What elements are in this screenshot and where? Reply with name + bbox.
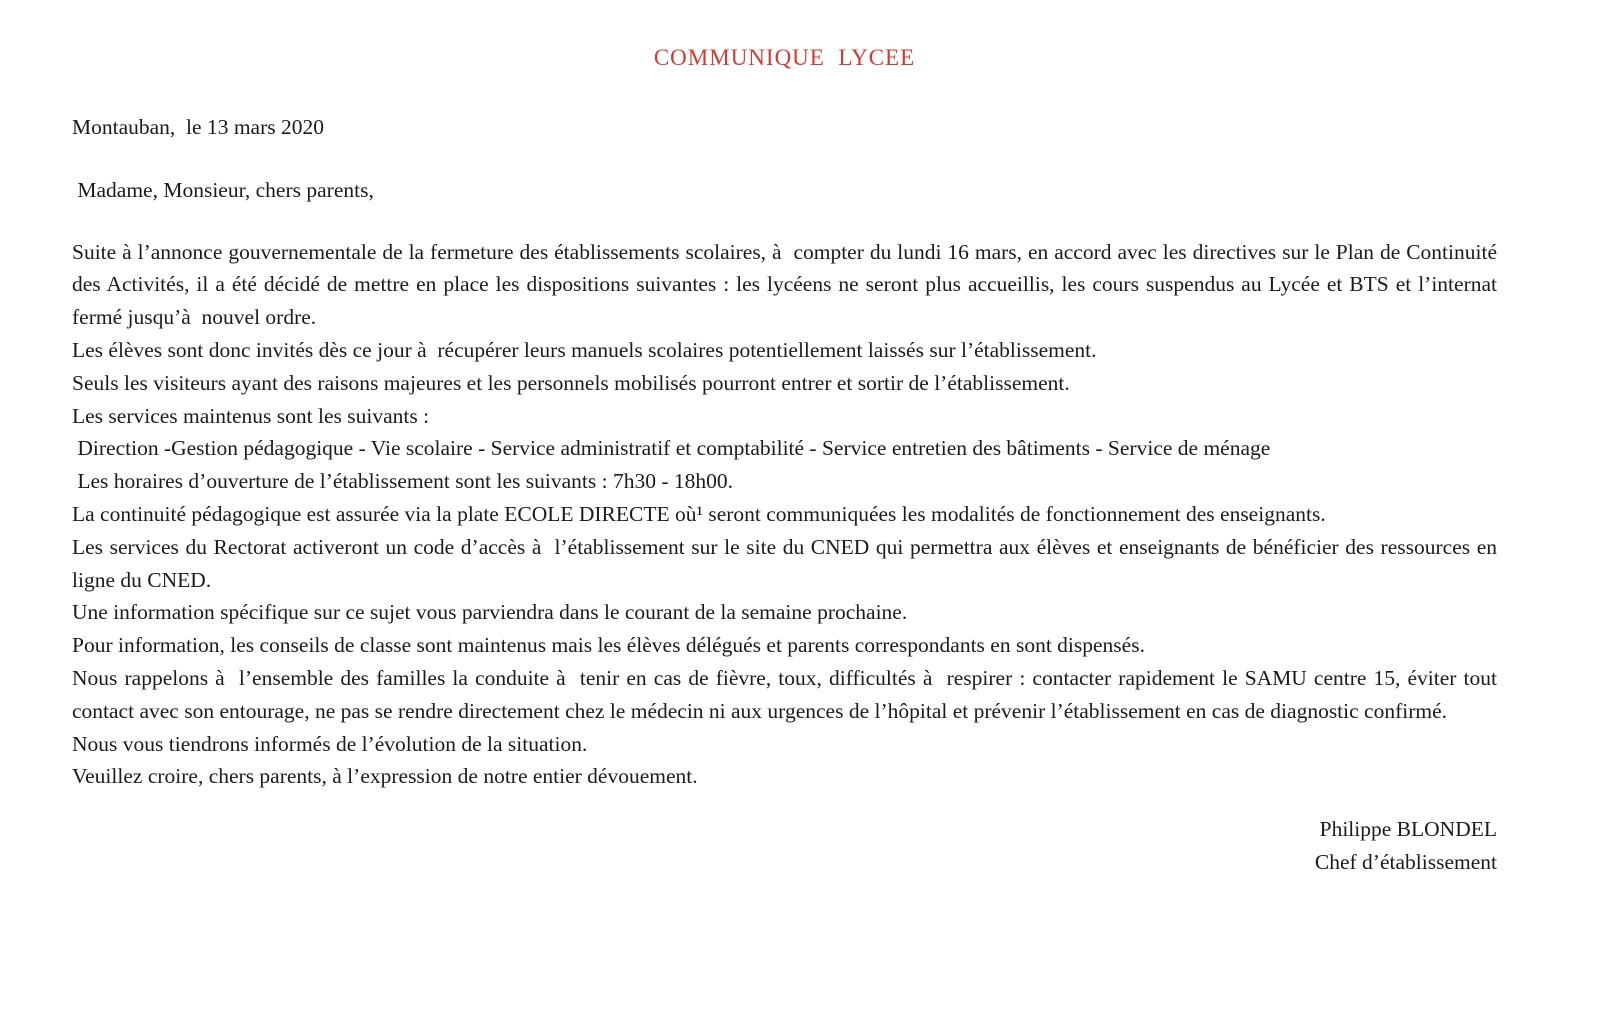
letter-body — [72, 236, 1503, 794]
paragraph-hours: Les horaires d’ouverture de l’établissement sont les suivants : 7h30 - 18h00. — [72, 469, 733, 494]
paragraph-announcement: Suite à l’annonce gouvernementale de la fermeture des établissements scolaires, à compter du lundi 16 mars, en accord avec les directives sur le Plan de Continuité des Activités, il a été décidé de mettre en place les dispositions suivantes : les lycéens ne seront plus accueillis, les cours suspendus au Lycée et BTS et l’internat fermé jusqu’à nouvel ordre. — [72, 239, 1503, 330]
paragraph-cned: Les services du Rectorat activeront un code d’accès à l’établissement sur le site du CNED qui permettra aux élèves et enseignants de bénéficier des ressources en ligne du CNED. — [72, 534, 1503, 592]
paragraph-services-list: Direction -Gestion pédagogique - Vie scolaire - Service administratif et comptabilité - Service entretien des bâtiments - Service de ménage — [72, 436, 1271, 461]
signature-name: Philippe BLONDEL — [1319, 817, 1497, 842]
paragraph-manuals: Les élèves sont donc invités dès ce jour à récupérer leurs manuels scolaires potentiellement laissés sur l’établissement. — [72, 337, 1097, 362]
paragraph-visitors: Seuls les visiteurs ayant des raisons majeures et les personnels mobilisés pourront entrer et sortir de l’établissement. — [72, 370, 1070, 395]
signature-role: Chef d’établissement — [1314, 849, 1497, 874]
salutation: Madame, Monsieur, chers parents, — [72, 177, 374, 202]
paragraph-ecole-directe: La continuité pédagogique est assurée via la plate ECOLE DIRECTE où¹ seront communiquées les modalités de fonctionnement des enseignants. — [72, 501, 1326, 526]
paragraph-closing: Veuillez croire, chers parents, à l’expression de notre entier dévouement. — [72, 764, 698, 789]
paragraph-info-next-week: Une information spécifique sur ce sujet vous parviendra dans le courant de la semaine prochaine. — [72, 600, 908, 625]
document-title: COMMUNIQUE LYCEE — [653, 45, 916, 70]
signature-block — [72, 813, 1497, 879]
dateline: Montauban, le 13 mars 2020 — [72, 115, 324, 139]
paragraph-health-advice: Nous rappelons à l’ensemble des familles la conduite à tenir en cas de fièvre, toux, difficultés à respirer : contacter rapidement le SAMU centre 15, éviter tout contact avec son entourage, ne pas se rendre directement chez le médecin ni aux urgences de l’hôpital et prévenir l’établissement en cas de diagnostic confirmé. — [72, 665, 1503, 723]
paragraph-updates: Nous vous tiendrons informés de l’évolution de la situation. — [72, 731, 588, 756]
paragraph-conseils: Pour information, les conseils de classe sont maintenus mais les élèves délégués et parents correspondants en sont dispensés. — [72, 633, 1145, 658]
paragraph-services-intro: Les services maintenus sont les suivants : — [72, 403, 430, 428]
